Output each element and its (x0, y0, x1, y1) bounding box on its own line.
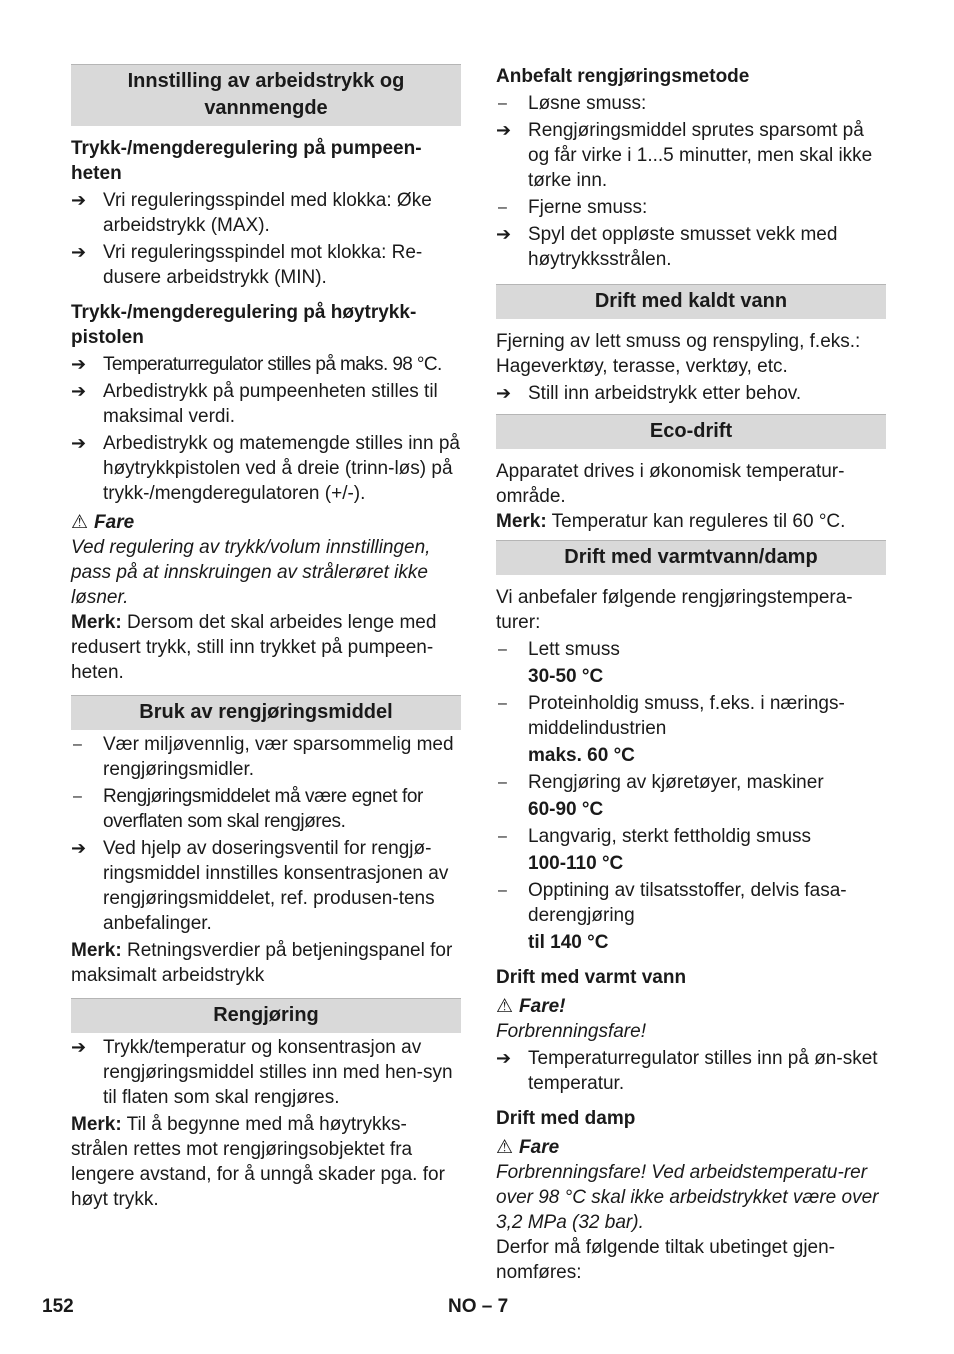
dash-icon: – (498, 199, 507, 216)
section-heading-detergent: Bruk av rengjøringsmiddel (71, 695, 461, 730)
list-item: ➔ Ved hjelp av doseringsventil for rengjø-ringsmiddel innstilles konsentrasjonen av rengjøringsmiddelet, ref. produsen-tens anbefalinger. (71, 838, 449, 934)
list-item: – Vær miljøvennlig, vær sparsommelig med rengjøringsmidler. (73, 734, 454, 780)
dash-icon: – (73, 788, 82, 805)
section-heading-hot: Drift med varmtvann/damp (496, 540, 886, 575)
list-item: ➔ Still inn arbeidstrykk etter behov. (496, 383, 802, 404)
arrow-icon: ➔ (71, 433, 87, 453)
dash-icon: – (498, 95, 507, 112)
note: Merk: Temperatur kan reguleres til 60 °C. (496, 511, 846, 532)
list-item: ➔ Temperaturregulator stilles inn på øn-sket temperatur. (496, 1048, 878, 1094)
note: Merk: Dersom det skal arbeides lenge med redusert trykk, still inn trykket på pumpeen-heten. (71, 612, 437, 683)
list-item: – Lett smuss 30-50 °C (496, 637, 886, 689)
subheading-method: Anbefalt rengjøringsmetode (496, 66, 750, 87)
warning-text: Forbrenningsfare! (496, 1021, 646, 1042)
section-heading-cold: Drift med kaldt vann (496, 284, 886, 319)
arrow-icon: ➔ (71, 190, 87, 210)
warning-label: ⚠ Fare! (496, 996, 566, 1017)
language-page-code: NO – 7 (448, 1296, 509, 1317)
list-item: ➔ Trykk/temperatur og konsentrasjon av rengjøringsmiddel stilles inn med hen-syn til flaten som skal rengjøres. (71, 1037, 453, 1108)
arrow-icon: ➔ (496, 383, 512, 403)
list-item: ➔ Spyl det oppløste smusset vekk med høytrykksstrålen. (496, 224, 838, 270)
arrow-icon: ➔ (71, 242, 87, 262)
warning-icon: ⚠ (496, 996, 514, 1017)
note: Merk: Til å begynne med må høytrykks-strålen rettes mot rengjøringsobjektet fra lengere avstand, for å unngå skader pga. for høyt trykk. (71, 1114, 445, 1210)
arrow-icon: ➔ (496, 120, 512, 140)
arrow-icon: ➔ (71, 1037, 87, 1057)
section-heading-eco: Eco-drift (496, 414, 886, 449)
dash-icon: – (73, 736, 82, 753)
warning-icon: ⚠ (71, 512, 89, 533)
left-column (71, 64, 461, 1212)
dash-icon: – (498, 641, 507, 658)
warning-label: ⚠ Fare (496, 1137, 560, 1158)
note: Merk: Retningsverdier på betjeningspanel for maksimalt arbeidstrykk (71, 940, 453, 986)
temperature-value: til 140 °C (528, 932, 609, 953)
body-text: Derfor må følgende tiltak ubetinget gjen-nomføres: (496, 1237, 836, 1283)
subheading-gun: Trykk-/mengderegulering på høytrykk-pistolen (71, 302, 417, 348)
section-heading-cleaning: Rengjøring (71, 998, 461, 1033)
warning-text: Forbrenningsfare! Ved arbeidstemperatu-rer over 98 °C skal ikke arbeidstrykket være over 3,2 MPa (32 bar). (496, 1162, 879, 1233)
arrow-icon: ➔ (71, 381, 87, 401)
temperature-value: 30-50 °C (528, 666, 604, 687)
right-column (496, 64, 886, 1285)
body-text: Fjerning av lett smuss og renspyling, f.eks.: Hageverktøy, terasse, verktøy, etc. (496, 331, 861, 377)
list-item: ➔ Arbedistrykk og matemengde stilles inn på høytrykkpistolen ved å dreie (trinn-løs) på trykk-/mengderegulatoren (+/-). (71, 433, 460, 504)
list-item: ➔ Rengjøringsmiddel sprutes sparsomt på og får virke i 1...5 minutter, men skal ikke tørke inn. (496, 120, 873, 191)
list-item: ➔ Temperaturregulator stilles på maks. 98 °C. (71, 354, 442, 375)
arrow-icon: ➔ (71, 354, 86, 374)
list-item: ➔ Vri reguleringsspindel med klokka: Øke arbeidstrykk (MAX). (71, 190, 432, 236)
subheading-steam: Drift med damp (496, 1108, 636, 1129)
list-item: – Rengjøring av kjøretøyer, maskiner 60-90 °C (496, 770, 886, 822)
dash-icon: – (498, 828, 507, 845)
arrow-icon: ➔ (496, 1048, 512, 1068)
section-heading-pressure: Innstilling av arbeidstrykk og vannmengde (71, 64, 461, 126)
warning-text: Ved regulering av trykk/volum innstillingen, pass på at innskruingen av strålerøret ikke løsner. (71, 537, 431, 608)
list-item: – Opptining av tilsatsstoffer, delvis fasa-derengjøring til 140 °C (496, 878, 886, 955)
temperature-value: maks. 60 °C (528, 745, 635, 766)
list-item: – Rengjøringsmiddelet må være egnet for overflaten som skal rengjøres. (73, 786, 423, 832)
list-item: ➔ Vri reguleringsspindel mot klokka: Re-dusere arbeidstrykk (MIN). (71, 242, 423, 288)
dash-icon: – (498, 774, 507, 791)
body-text: Vi anbefaler følgende rengjøringstempera-turer: (496, 587, 853, 633)
temperature-value: 100-110 °C (528, 853, 624, 874)
arrow-icon: ➔ (496, 224, 512, 244)
arrow-icon: ➔ (71, 838, 87, 858)
dash-icon: – (498, 695, 507, 712)
subheading-pump-unit: Trykk-/mengderegulering på pumpeen-heten (71, 138, 422, 184)
list-item: – Løsne smuss: (498, 93, 647, 114)
temperature-value: 60-90 °C (528, 799, 604, 820)
list-item: – Fjerne smuss: (498, 197, 648, 218)
dash-icon: – (498, 882, 507, 899)
subheading-hot-water: Drift med varmt vann (496, 967, 687, 988)
page-number: 152 (42, 1296, 74, 1317)
body-text: Apparatet drives i økonomisk temperatur-område. (496, 461, 845, 507)
list-item: ➔ Arbedistrykk på pumpeenheten stilles til maksimal verdi. (71, 381, 438, 427)
warning-icon: ⚠ (496, 1137, 514, 1158)
list-item: – Langvarig, sterkt fettholdig smuss 100-110 °C (496, 824, 886, 876)
list-item: – Proteinholdig smuss, f.eks. i nærings-middelindustrien maks. 60 °C (496, 691, 886, 768)
warning-label: ⚠ Fare (71, 512, 135, 533)
